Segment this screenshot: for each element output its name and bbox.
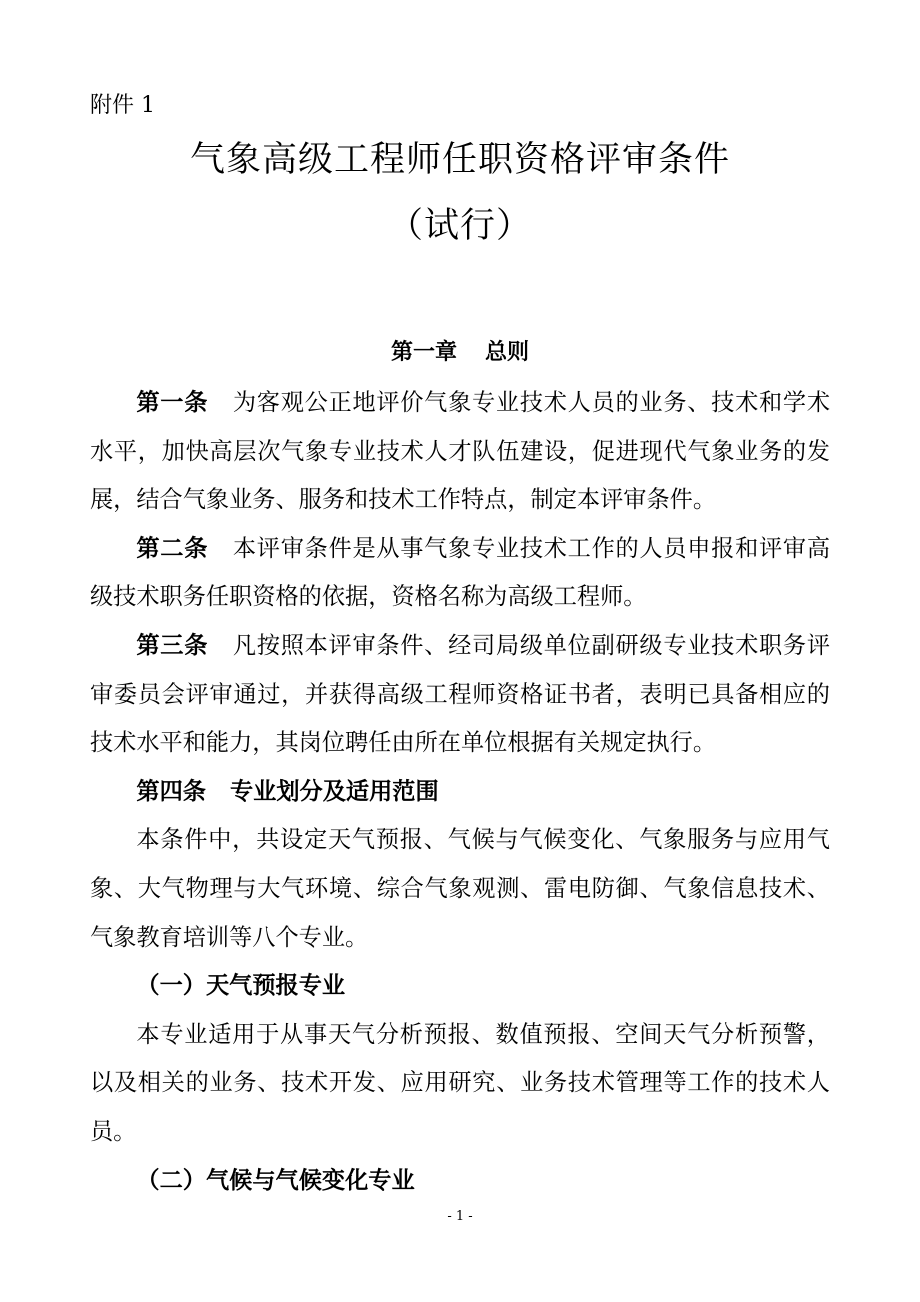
- article-4-label: 第四条: [136, 777, 206, 805]
- page-number: - 1 -: [447, 1209, 473, 1224]
- attachment-label: 附件 1: [90, 93, 155, 118]
- article-4-intro: 本条件中，共设定天气预报、气候与气候变化、气象服务与应用气象、大气物理与大气环境、综合气象观测、雷电防御、气象信息技术、气象教育培训等八个专业。: [90, 826, 830, 951]
- article-4-heading: 专业划分及适用范围: [229, 777, 439, 805]
- section-1-heading: （一）天气预报专业: [136, 972, 346, 1000]
- article-4: [90, 768, 830, 817]
- section-2-heading: （二）气候与气候变化专业: [136, 1166, 415, 1194]
- document-body: [90, 379, 830, 1205]
- article-1: [90, 379, 830, 525]
- article-1-label: 第一条: [136, 389, 209, 416]
- article-1-text: 为客观公正地评价气象专业技术人员的业务、技术和学术水平，加快高层次气象专业技术人才队伍建设，促进现代气象业务的发展，结合气象业务、服务和技术工作特点，制定本评审条件。: [90, 389, 831, 514]
- article-3: [90, 622, 830, 768]
- article-2: [90, 525, 830, 622]
- chapter-number: 第一章: [390, 339, 457, 365]
- section-1-text: 本专业适用于从事天气分析预报、数值预报、空间天气分析预警，以及相关的业务、技术开发、应用研究、业务技术管理等工作的技术人员。: [90, 1020, 830, 1145]
- article-3-text: 凡按照本评审条件、经司局级单位副研级专业技术职务评审委员会评审通过，并获得高级工程师资格证书者，表明已具备相应的技术水平和能力，其岗位聘任由所在单位根据有关规定执行。: [90, 631, 831, 757]
- chapter-heading: [0, 337, 920, 367]
- article-2-text: 本评审条件是从事气象专业技术工作的人员申报和评审高级技术职务任职资格的依据，资格名称为高级工程师。: [90, 534, 831, 611]
- document-subtitle: （试行）: [387, 206, 532, 246]
- document-title: 气象高级工程师任职资格评审条件: [189, 140, 730, 180]
- chapter-name: 总则: [485, 339, 530, 365]
- article-2-label: 第二条: [136, 534, 209, 562]
- article-3-label: 第三条: [136, 631, 209, 659]
